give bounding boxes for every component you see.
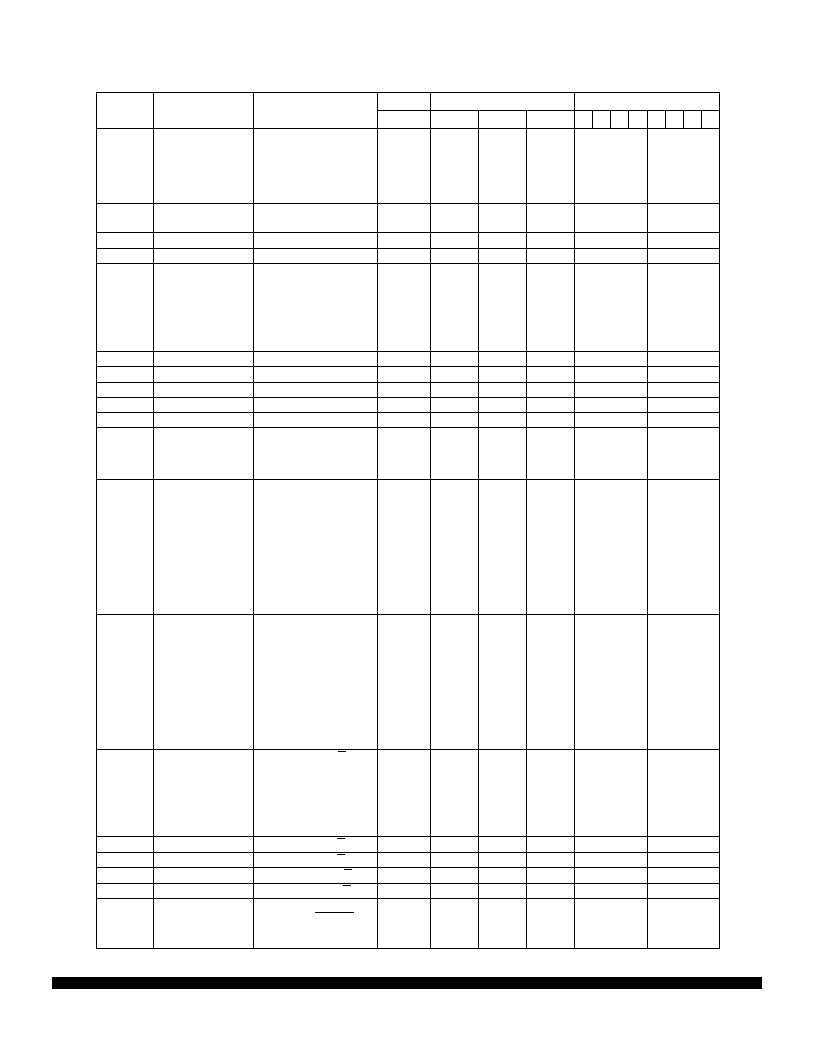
footer-bar <box>52 977 762 989</box>
